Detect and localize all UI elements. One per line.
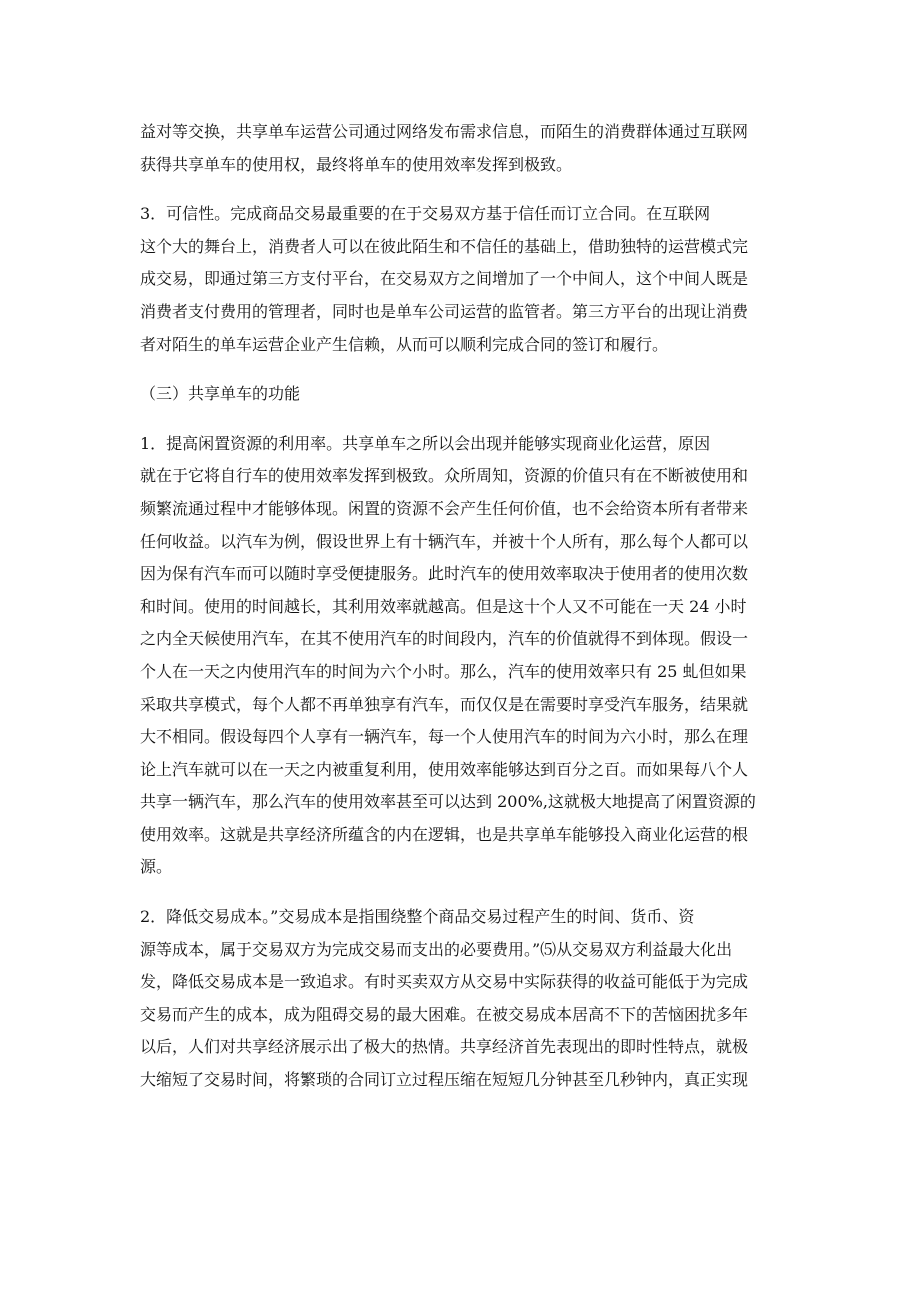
text-line: 源等成本，属于交易双方为完成交易而支出的必要费用。”⑸从交易双方利益最大化出 <box>140 939 733 959</box>
section-heading-text: （三）共享单车的功能 <box>140 384 301 404</box>
text-line: 者对陌生的单车运营企业产生信赖，从而可以顺利完成合同的签订和履行。 <box>140 334 669 354</box>
text-line: 频繁流通过程中才能够体现。闲置的资源不会产生任何价值，也不会给资本所有者带来 <box>140 498 749 518</box>
text-line: 任何收益。以汽车为例，假设世界上有十辆汽车，并被十个人所有，那么每个人都可以 <box>140 531 749 551</box>
text-line: 共享一辆汽车，那么汽车的使用效率甚至可以达到 200%,这就极大地提高了闲置资源的 <box>140 792 756 812</box>
text-line: 发，降低交易成本是一致追求。有时买卖双方从交易中实际获得的收益可能低于为完成 <box>140 972 749 992</box>
text-line: 获得共享单车的使用权，最终将单车的使用效率发挥到极致。 <box>140 154 573 174</box>
text-line: 因为保有汽车而可以随时享受便捷服务。此时汽车的使用效率取决于使用者的使用次数 <box>140 564 749 584</box>
text-line: 1．提高闲置资源的利用率。共享单车之所以会出现并能够实现商业化运营，原因 <box>140 433 711 453</box>
section-heading <box>140 378 780 411</box>
text-line: 大缩短了交易时间，将繁琐的合同订立过程压缩在短短几分钟甚至几秒钟内，真正实现 <box>140 1070 749 1090</box>
text-line: 以后，人们对共享经济展示出了极大的热情。共享经济首先表现出的即时性特点，就极 <box>140 1037 749 1057</box>
text-line: 交易而产生的成本，成为阻碍交易的最大困难。在被交易成本居高不下的苦恼困扰多年 <box>140 1004 749 1024</box>
text-line: 个人在一天之内使用汽车的时间为六个小时。那么，汽车的使用效率只有 25 虬但如果 <box>140 661 747 681</box>
text-line: 和时间。使用的时间越长，其利用效率就越高。但是这十个人又不可能在一天 24 小时 <box>140 596 747 616</box>
text-line: 之内全天候使用汽车，在其不使用汽车的时间段内，汽车的价值就得不到体现。假设一 <box>140 629 749 649</box>
text-line: 3．可信性。完成商品交易最重要的在于交易双方基于信任而订立合同。在互联网 <box>140 204 711 224</box>
text-line: 大不相同。假设每四个人享有一辆汽车，每一个人使用汽车的时间为六小时，那么在理 <box>140 727 749 747</box>
paragraph-credibility <box>140 198 780 361</box>
text-line: 成交易，即通过第三方支付平台，在交易双方之间增加了一个中间人，这个中间人既是 <box>140 269 749 289</box>
text-line: 使用效率。这就是共享经济所蕴含的内在逻辑，也是共享单车能够投入商业化运营的根 <box>140 824 749 844</box>
paragraph-utilization <box>140 428 780 884</box>
text-line: 益对等交换，共享单车运营公司通过网络发布需求信息，而陌生的消费群体通过互联网 <box>140 122 749 141</box>
paragraph-intro <box>140 116 780 181</box>
text-line: 消费者支付费用的管理者，同时也是单车公司运营的监管者。第三方平台的出现让消费 <box>140 301 749 321</box>
text-line: 这个大的舞台上，消费者人可以在彼此陌生和不信任的基础上，借助独特的运营模式完 <box>140 236 749 256</box>
paragraph-transaction-cost <box>140 901 780 1097</box>
text-line: 采取共享模式，每个人都不再单独享有汽车，而仅仅是在需要时享受汽车服务，结果就 <box>140 694 749 714</box>
text-line: 2．降低交易成本。”交易成本是指围绕整个商品交易过程产生的时间、货币、资 <box>140 907 695 927</box>
document-page <box>140 116 780 1114</box>
text-line: 源。 <box>140 857 173 877</box>
text-line: 论上汽车就可以在一天之内被重复利用，使用效率能够达到百分之百。而如果每八个人 <box>140 759 749 779</box>
text-line: 就在于它将自行车的使用效率发挥到极致。众所周知，资源的价值只有在不断被使用和 <box>140 466 749 486</box>
